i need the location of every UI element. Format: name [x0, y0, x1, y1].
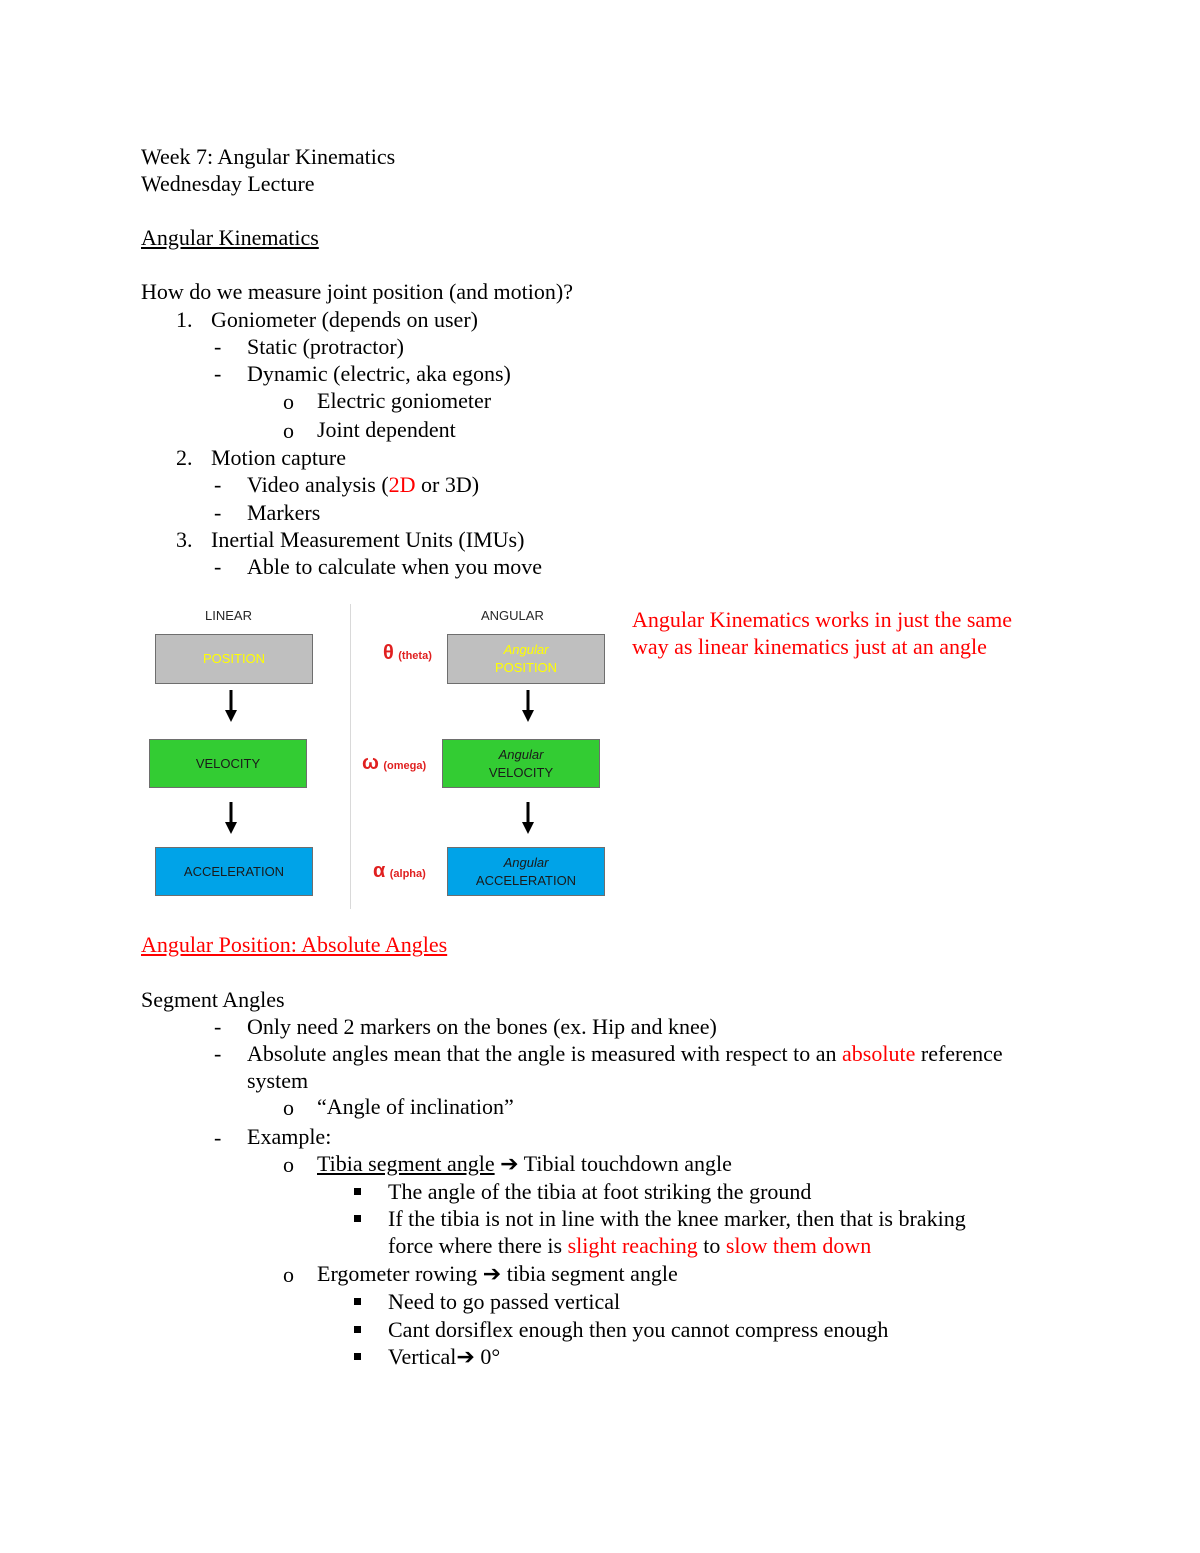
dash-bullet: - [214, 361, 222, 386]
diagram-note: way as linear kinematics just at an angle [632, 634, 987, 659]
angular-acceleration-box: Angular ACCELERATION [447, 847, 605, 896]
sub-item: Dynamic (electric, aka egons) [247, 361, 511, 386]
list-item: Motion capture [211, 445, 347, 470]
list-number: 2. [176, 445, 193, 470]
sub-item: Markers [247, 500, 321, 525]
bullet-item-continued: system [247, 1068, 309, 1093]
sub-sub-item: Joint dependent [317, 417, 456, 442]
dash-bullet: - [214, 1125, 222, 1150]
theta-label: θ (theta) [383, 642, 432, 664]
sub-bullet-item: “Angle of inclination” [317, 1094, 514, 1119]
angular-position-box: Angular POSITION [447, 634, 605, 684]
angular-header: ANGULAR [481, 608, 544, 623]
square-bullet-icon [354, 1215, 361, 1222]
sub-sub-bullet-item: The angle of the tibia at foot striking the ground [388, 1179, 812, 1204]
sub-sub-bullet-item: If the tibia is not in line with the knee marker, then that is braking [388, 1206, 966, 1231]
linear-position-box: POSITION [155, 634, 313, 684]
dash-bullet: - [214, 334, 222, 359]
circle-bullet: o [283, 389, 294, 414]
list-number: 3. [176, 527, 193, 552]
circle-bullet: o [283, 418, 294, 443]
sub-sub-bullet-item: Cant dorsiflex enough then you cannot compress enough [388, 1317, 889, 1342]
sub-item: Video analysis (2D or 3D) [247, 472, 480, 497]
list-item: Goniometer (depends on user) [211, 307, 478, 332]
dash-bullet: - [214, 472, 222, 497]
diagram-note: Angular Kinematics works in just the same [632, 607, 1013, 632]
sub-item: Able to calculate when you move [247, 554, 543, 579]
sub-sub-bullet-continued: force where there is slight reaching to slow them down [388, 1233, 872, 1258]
down-arrow-icon [224, 690, 238, 724]
sub-item: Static (protractor) [247, 334, 404, 359]
bullet-item: Example: [247, 1124, 332, 1149]
linear-velocity-box: VELOCITY [149, 739, 307, 788]
circle-bullet: o [283, 1152, 294, 1177]
dash-bullet: - [214, 1014, 222, 1039]
document-title: Week 7: Angular Kinematics [141, 144, 396, 169]
omega-label: ω (omega) [362, 752, 427, 774]
divider [350, 604, 351, 909]
bullet-item: Only need 2 markers on the bones (ex. Hip and knee) [247, 1014, 717, 1039]
square-bullet-icon [354, 1188, 361, 1195]
circle-bullet: o [283, 1095, 294, 1120]
sub-bullet-item: Tibia segment angle ➔ Tibial touchdown angle [317, 1151, 732, 1176]
circle-bullet: o [283, 1262, 294, 1287]
down-arrow-icon [224, 802, 238, 836]
square-bullet-icon [354, 1353, 361, 1360]
dash-bullet: - [214, 500, 222, 525]
square-bullet-icon [354, 1326, 361, 1333]
dash-bullet: - [214, 554, 222, 579]
sub-sub-bullet-item: Need to go passed vertical [388, 1289, 621, 1314]
alpha-label: α (alpha) [373, 860, 426, 882]
angular-velocity-box: Angular VELOCITY [442, 739, 600, 788]
subheading: Segment Angles [141, 987, 285, 1012]
linear-acceleration-box: ACCELERATION [155, 847, 313, 896]
sub-bullet-item: Ergometer rowing ➔ tibia segment angle [317, 1261, 678, 1286]
document-subtitle: Wednesday Lecture [141, 171, 315, 196]
question-text: How do we measure joint position (and motion)? [141, 279, 573, 304]
list-number: 1. [176, 307, 193, 332]
list-item: Inertial Measurement Units (IMUs) [211, 527, 525, 552]
section-heading: Angular Kinematics [141, 225, 319, 250]
section-heading: Angular Position: Absolute Angles [141, 932, 448, 957]
square-bullet-icon [354, 1298, 361, 1305]
down-arrow-icon [521, 802, 535, 836]
dash-bullet: - [214, 1041, 222, 1066]
down-arrow-icon [521, 690, 535, 724]
sub-sub-item: Electric goniometer [317, 388, 492, 413]
bullet-item: Absolute angles mean that the angle is measured with respect to an absolute reference [247, 1041, 1003, 1066]
linear-header: LINEAR [205, 608, 252, 623]
sub-sub-bullet-item: Vertical➔ 0° [388, 1344, 501, 1369]
